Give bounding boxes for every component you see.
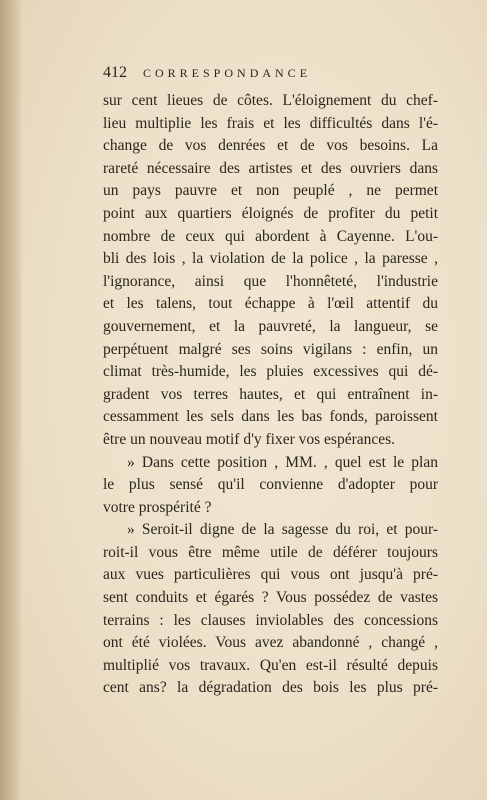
text-line: » Seroit-il digne de la sagesse du roi, et pour-: [127, 521, 438, 539]
running-head: [103, 64, 435, 84]
text-line: point aux quartiers éloignés de profiter du petit: [103, 204, 438, 222]
text-line: perpétuent malgré ses soins vigilans : enfin, un: [103, 340, 438, 358]
text-line: le plus sensé qu'il convienne d'adopter pour: [103, 476, 438, 494]
text-line: cessamment les sels dans les bas fonds, paroissent: [103, 408, 438, 426]
text-line: bli des lois , la violation de la police , la paresse ,: [103, 250, 438, 268]
page-number: 412: [103, 64, 127, 81]
running-title: CORRESPONDANCE: [143, 66, 312, 80]
text-line: rareté nécessaire des artistes et des ouvriers dans: [103, 159, 438, 177]
text-line: climat très-humide, les pluies excessives qui dé-: [103, 363, 438, 381]
text-line: être un nouveau motif d'y fixer vos espérances.: [103, 430, 396, 448]
text-line: et les talens, tout échappe à l'œil attentif du: [103, 295, 438, 313]
text-line: nombre de ceux qui abordent à Cayenne. L'ou-: [103, 227, 438, 245]
text-line: un pays pauvre et non peuplé , ne permet: [103, 182, 438, 200]
text-line: gradent vos terres hautes, et qui entraînent in-: [103, 385, 438, 403]
text-line: l'ignorance, ainsi que l'honnêteté, l'industrie: [103, 272, 438, 290]
text-line: votre prospérité ?: [103, 498, 212, 516]
text-line: cent ans? la dégradation des bois les plus pré-: [103, 679, 438, 697]
text-line: » Dans cette position , MM. , quel est le plan: [127, 453, 438, 471]
text-line: sent conduits et égarés ? Vous possédez de vastes: [103, 589, 438, 607]
text-line: change de vos denrées et de vos besoins. La: [103, 137, 438, 155]
text-line: gouvernement, et la pauvreté, la langueur, se: [103, 317, 438, 335]
text-line: sur cent lieues de côtes. L'éloignement du chef-: [103, 92, 438, 109]
text-line: multiplié vos travaux. Qu'en est-il résulté depuis: [103, 656, 438, 674]
text-line: ont été violées. Vous avez abandonné , changé ,: [103, 634, 438, 652]
text-line: aux vues particulières qui vous ont jusqu'à pré-: [103, 566, 438, 584]
body-text: [103, 90, 438, 700]
text-line: roit-il vous être même utile de déférer toujours: [103, 543, 438, 561]
book-gutter: [0, 0, 22, 800]
text-line: terrains : les clauses inviolables des concessions: [103, 611, 438, 629]
text-line: lieu multiplie les frais et les difficultés dans l'é-: [103, 114, 438, 132]
